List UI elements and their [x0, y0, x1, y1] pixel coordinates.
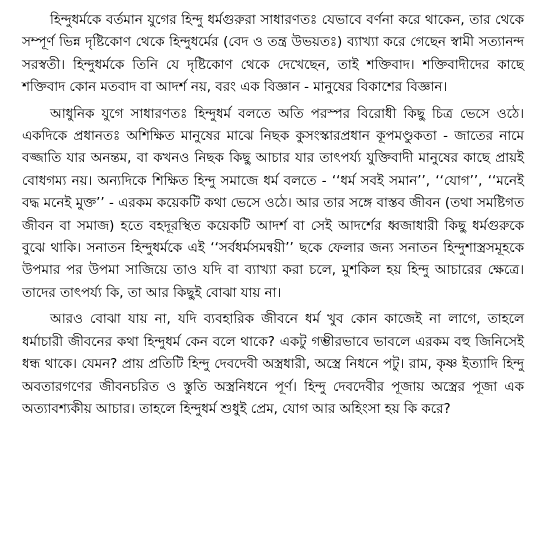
paragraph-1: হিন্দুধর্মকে বর্তমান যুগের হিন্দু ধর্মগুরুরা সাধারণতঃ যেভাবে বর্ণনা করে থাকেন, তার থেকে সম্পূর্ণ ভিন্ন দৃষ্টিকোণ থেকে হিন্দুধর্মের (বেদ ও তন্ত্র উভয়তঃ) ব্যাখ্যা করে গেছেন স্বামী সত্যানন্দ সরস্বতী। হিন্দুধর্মকে তিনি যে দৃষ্টিকোণ থেকে দেখেছেন, তাই শক্তিবাদ। শক্তিবাদীদের কাছে শক্তিবাদ কোন মতবাদ বা আদর্শ নয়, বরং এক বিজ্ঞান - মানুষের বিকাশের বিজ্ঞান।	[22, 13, 524, 96]
paragraph-3: আরও বোঝা যায় না, যদি ব্যবহারিক জীবনে ধর্ম খুব কোন কাজেই না লাগে, তাহলে ধর্মাচারী জীবনের কথা হিন্দুধর্ম কেন বলে থাকে? একটু গম্ভীরভাবে ভাবলে এরকম বহু জিনিসেই ধন্ধ থাকে। যেমন? প্রায় প্রতিটি হিন্দু দেবদেবী অস্ত্রধারী, অস্ত্রে নিধনে পটু। রাম, কৃষ্ণ ইত্যাদি হিন্দু অবতারগণের জীবনচরিত ও স্তুতি অস্ত্রনিধনে পূর্ণ। হিন্দু দেবদেবীর পূজায় অস্ত্রের পূজা এক অত্যাবশ্যকীয় আচার। তাহলে হিন্দুধর্ম শুধুই প্রেম, যোগ আর অহিংসা হয় কি করে?	[22, 312, 524, 417]
paragraph-2: আধুনিক যুগে সাধারণতঃ হিন্দুধর্ম বলতে অতি পরস্পর বিরোধী কিছু চিত্র ভেসে ওঠে। একদিকে প্রধানতঃ অশিক্ষিত মানুষের মাঝে নিছক কুসংস্কারপ্রধান কূপমণ্ডুকতা - জাতের নামে বজ্জাতি যার অনন্তম, বা কখনও নিছক কিছু আচার যার তাৎপর্য্য যুক্তিবাদী মানুষের কাছে প্রায়ই বোধগম্য নয়। অন্যদিকে শিক্ষিত হিন্দু সমাজে ধর্ম বলতে - ‘‘ধর্ম সবই সমান’’, ‘‘যোগ’’, ‘‘মনেই বদ্ধ মনেই মুক্ত’’ - এরকম কয়েকটি কথা ভেসে ওঠে। আর তার সঙ্গে বাস্তব জীবন (তথা সমষ্টিগত জীবন বা সমাজ) হতে বহদূরস্থিত কয়েকটি আদর্শ বা সেই আদর্শের ধ্বজাধারী কিছু ধর্মগুরুকে বুঝে থাকি। সনাতন হিন্দুধর্মকে এই ‘‘সর্বধর্মসমন্বয়ী’’ ছকে ফেলার জন্য সনাতন হিন্দুশাস্ত্রসমূহকে উপমার পর উপমা সাজিয়ে তাও যদি বা ব্যাখ্যা করা চলে, মুশকিল হয় হিন্দু আচারের ক্ষেত্রে। তাদের তাৎপর্য্য কি, তা আর কিছুই বোঝা যায় না।	[22, 106, 524, 301]
